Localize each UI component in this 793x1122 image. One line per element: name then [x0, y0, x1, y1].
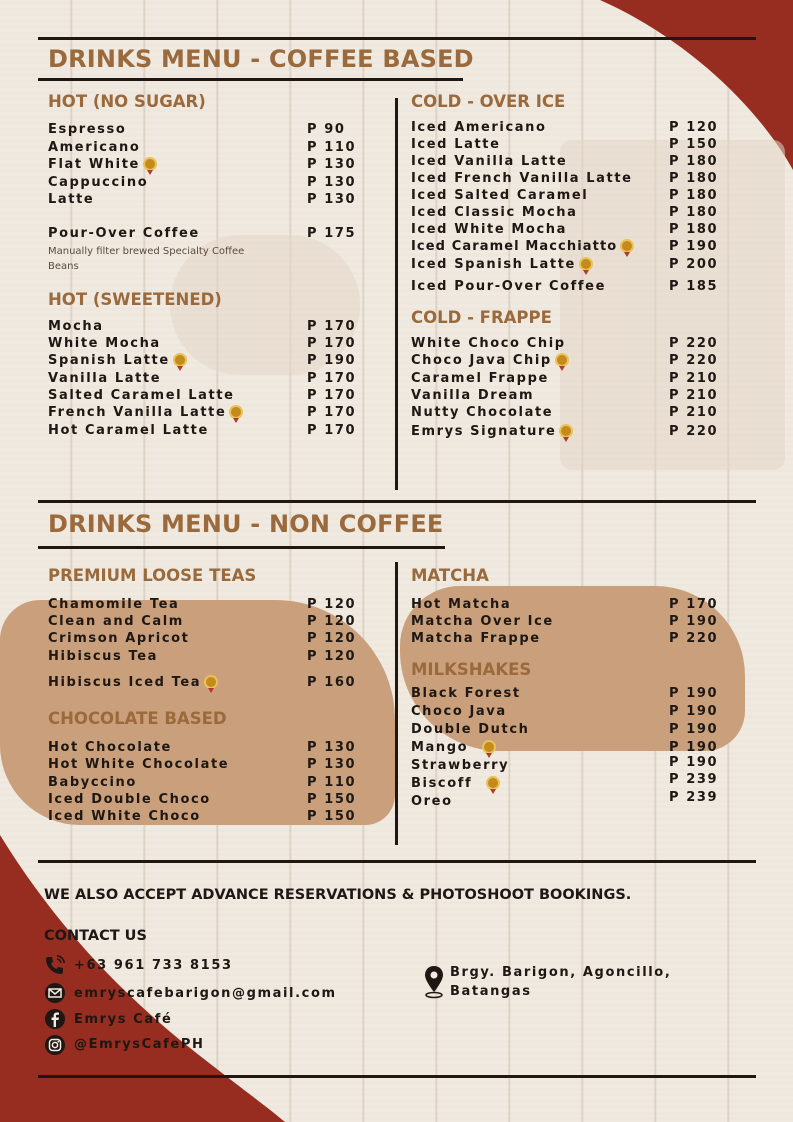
menu-item: Hot White Chocolate: [48, 757, 230, 772]
menu-price: P 210: [669, 388, 719, 403]
contact-title: CONTACT US: [44, 928, 147, 944]
menu-item: Caramel Frappe: [411, 371, 549, 386]
menu-item: [48, 405, 243, 420]
menu-price: P 190: [669, 755, 719, 770]
address-line-2: Batangas: [450, 984, 532, 999]
menu-price: P 90: [307, 122, 346, 137]
menu-price: P 190: [669, 239, 719, 254]
menu-item: Strawberry: [411, 758, 510, 773]
menu-item: Iced French Vanilla Latte: [411, 171, 633, 186]
menu-price: P 190: [669, 722, 719, 737]
menu-item: Mocha: [48, 319, 104, 334]
menu-price: P 120: [669, 120, 719, 135]
milkshakes-title: MILKSHAKES: [411, 660, 532, 679]
menu-price: P 170: [307, 371, 357, 386]
menu-price: P 190: [307, 353, 357, 368]
menu-price: P 170: [307, 336, 357, 351]
menu-price: P 120: [307, 614, 357, 629]
menu-price: P 180: [669, 205, 719, 220]
chocolate-title: CHOCOLATE BASED: [48, 709, 227, 728]
email-address[interactable]: emryscafebarigon@gmail.com: [74, 986, 337, 1001]
menu-item: Oreo: [411, 794, 453, 809]
menu-price: P 170: [307, 423, 357, 438]
menu-item: Clean and Calm: [48, 614, 184, 629]
hot-sweetened-title: HOT (SWEETENED): [48, 290, 222, 309]
menu-item-label: Mango: [411, 740, 469, 755]
menu-item: Iced Salted Caramel: [411, 188, 589, 203]
footer-top-rule: [38, 860, 756, 863]
phone-number[interactable]: +63 961 733 8153: [74, 958, 233, 973]
menu-item: Hot Matcha: [411, 597, 512, 612]
menu-price: P 190: [669, 686, 719, 701]
menu-item: Hot Caramel Latte: [48, 423, 209, 438]
menu-item: [48, 675, 218, 690]
menu-item: Iced White Choco: [48, 809, 201, 824]
menu-price: P 190: [669, 740, 719, 755]
menu-item-label: Iced Caramel Macchiatto: [411, 239, 618, 254]
menu-item: Vanilla Latte: [48, 371, 162, 386]
menu-item-label: French Vanilla Latte: [48, 405, 227, 420]
menu-price: P 190: [669, 614, 719, 629]
menu-item: Iced Americano: [411, 120, 547, 135]
cold-frappe-title: COLD - FRAPPE: [411, 308, 552, 327]
menu-item: Cappuccino: [48, 175, 149, 190]
pour-over-note: Manually filter brewed Specialty Coffee Beans: [48, 246, 245, 272]
menu-item: [411, 776, 500, 791]
menu-item: Matcha Over Ice: [411, 614, 554, 629]
facebook-icon: [44, 1008, 66, 1030]
menu-price: P 150: [307, 809, 357, 824]
menu-price: P 220: [669, 336, 719, 351]
menu-item-label: Hibiscus Iced Tea: [48, 675, 202, 690]
menu-price: P 180: [669, 222, 719, 237]
menu-item: Iced Classic Mocha: [411, 205, 578, 220]
menu-item: [48, 157, 157, 172]
menu-price: P 110: [307, 775, 357, 790]
menu-price: P 130: [307, 757, 357, 772]
menu-item: Nutty Chocolate: [411, 405, 554, 420]
menu-item: White Choco Chip: [411, 336, 566, 351]
menu-price: P 210: [669, 371, 719, 386]
menu-price: P 239: [669, 790, 719, 805]
menu-item: [48, 353, 187, 368]
menu-price: P 210: [669, 405, 719, 420]
menu-item: [411, 257, 593, 272]
instagram-handle[interactable]: @EmrysCafePH: [74, 1037, 205, 1052]
best-seller-badge-icon: [555, 353, 569, 367]
menu-item-label: Iced Spanish Latte: [411, 257, 576, 272]
menu-price: P 190: [669, 704, 719, 719]
menu-item: Iced Latte: [411, 137, 501, 152]
menu-price: P 220: [669, 424, 719, 439]
menu-item: Hibiscus Tea: [48, 649, 158, 664]
instagram-icon: [44, 1034, 66, 1056]
matcha-title: MATCHA: [411, 566, 489, 585]
menu-price: P 220: [669, 353, 719, 368]
menu-price: P 150: [307, 792, 357, 807]
menu-price: P 170: [307, 405, 357, 420]
coffee-column-divider: [395, 98, 398, 490]
menu-price: P 120: [307, 631, 357, 646]
menu-item-label: Biscoff: [411, 776, 473, 791]
menu-price: P 120: [307, 649, 357, 664]
menu-item: Chamomile Tea: [48, 597, 180, 612]
menu-price: P 180: [669, 171, 719, 186]
menu-item: Hot Chocolate: [48, 740, 172, 755]
menu-item: Pour-Over Coffee: [48, 226, 200, 241]
menu-item: Double Dutch: [411, 722, 530, 737]
menu-price: P 239: [669, 772, 719, 787]
menu-price: P 130: [307, 740, 357, 755]
best-seller-badge-icon: [486, 776, 500, 790]
best-seller-badge-icon: [204, 675, 218, 689]
menu-price: P 170: [307, 319, 357, 334]
menu-price: P 160: [307, 675, 357, 690]
coffee-title-underline: [38, 78, 463, 81]
top-rule: [38, 37, 756, 40]
bottom-rule: [38, 1075, 756, 1078]
noncoffee-title-underline: [38, 546, 445, 549]
coffee-menu-title: DRINKS MENU - COFFEE BASED: [48, 45, 474, 73]
best-seller-badge-icon: [559, 424, 573, 438]
best-seller-badge-icon: [173, 353, 187, 367]
facebook-handle[interactable]: Emrys Café: [74, 1012, 173, 1027]
phone-icon: [44, 954, 66, 976]
menu-item-label: Spanish Latte: [48, 353, 170, 368]
menu-price: P 150: [669, 137, 719, 152]
best-seller-badge-icon: [620, 239, 634, 253]
menu-item-label: Emrys Signature: [411, 424, 557, 439]
address-line-1: Brgy. Barigon, Agoncillo,: [450, 965, 672, 980]
menu-price: P 130: [307, 175, 357, 190]
menu-price: P 130: [307, 192, 357, 207]
menu-item: Matcha Frappe: [411, 631, 541, 646]
menu-price: P 170: [669, 597, 719, 612]
menu-item: Iced Vanilla Latte: [411, 154, 568, 169]
location-pin-icon: [422, 964, 446, 1000]
menu-item: [411, 740, 496, 755]
hot-no-sugar-title: HOT (NO SUGAR): [48, 92, 206, 111]
menu-item: Iced White Mocha: [411, 222, 567, 237]
middle-rule: [38, 500, 756, 503]
menu-item: Iced Pour-Over Coffee: [411, 279, 607, 294]
menu-price: P 110: [307, 140, 357, 155]
menu-price: P 185: [669, 279, 719, 294]
menu-item: Black Forest: [411, 686, 521, 701]
noncoffee-column-divider: [395, 562, 398, 845]
menu-price: P 120: [307, 597, 357, 612]
menu-item: Vanilla Dream: [411, 388, 535, 403]
menu-item: Iced Double Choco: [48, 792, 211, 807]
menu-price: P 220: [669, 631, 719, 646]
menu-item-label: Choco Java Chip: [411, 353, 552, 368]
teas-title: PREMIUM LOOSE TEAS: [48, 566, 257, 585]
menu-item: [411, 424, 573, 439]
menu-item: White Mocha: [48, 336, 161, 351]
menu-price: P 175: [307, 226, 357, 241]
reservations-notice: WE ALSO ACCEPT ADVANCE RESERVATIONS & PHOTOSHOOT BOOKINGS.: [44, 887, 632, 903]
menu-item: Espresso: [48, 122, 127, 137]
best-seller-badge-icon: [579, 257, 593, 271]
menu-price: P 180: [669, 188, 719, 203]
menu-item: Choco Java: [411, 704, 507, 719]
menu-item-label: Flat White: [48, 157, 140, 172]
menu-item: Babyccino: [48, 775, 137, 790]
menu-price: P 180: [669, 154, 719, 169]
cold-over-ice-title: COLD - OVER ICE: [411, 92, 566, 111]
menu-price: P 200: [669, 257, 719, 272]
menu-item: Salted Caramel Latte: [48, 388, 235, 403]
menu-item: Crimson Apricot: [48, 631, 190, 646]
noncoffee-menu-title: DRINKS MENU - NON COFFEE: [48, 510, 444, 538]
best-seller-badge-icon: [482, 740, 496, 754]
menu-item: Americano: [48, 140, 141, 155]
best-seller-badge-icon: [143, 157, 157, 171]
best-seller-badge-icon: [229, 405, 243, 419]
menu-item: [411, 239, 634, 254]
menu-item: [411, 353, 569, 368]
menu-item: Latte: [48, 192, 95, 207]
menu-price: P 130: [307, 157, 357, 172]
email-icon: [44, 982, 66, 1004]
menu-price: P 170: [307, 388, 357, 403]
